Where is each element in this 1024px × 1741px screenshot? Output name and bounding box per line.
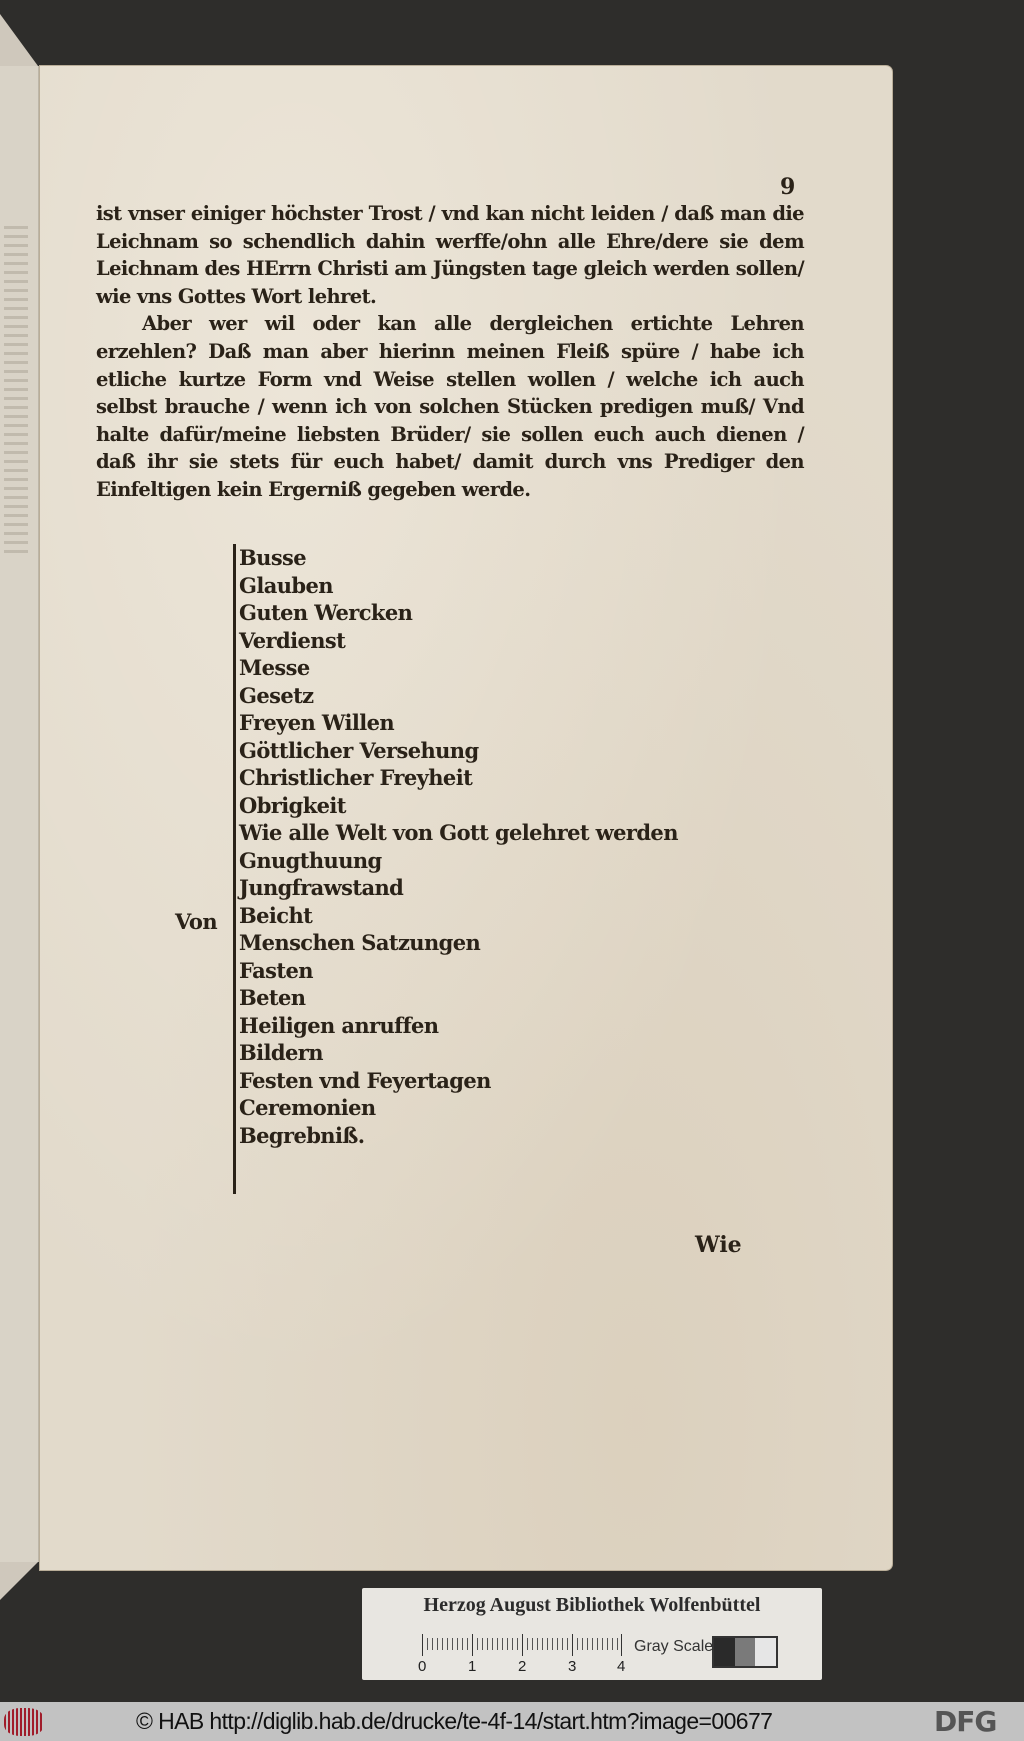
list-label: Von: [175, 909, 218, 934]
list-item: Messe: [239, 655, 310, 680]
list-item: Menschen Satzungen: [239, 930, 481, 955]
catchword: Wie: [695, 1232, 742, 1258]
ruler-number: 3: [568, 1658, 577, 1675]
body-text: [96, 200, 804, 504]
topic-items: [239, 544, 678, 1149]
list-item: Wie alle Welt von Gott gelehret werden: [239, 820, 678, 845]
list-item: Jungfrawstand: [239, 875, 404, 900]
list-item: Beicht: [239, 902, 313, 928]
brace-icon: [233, 544, 236, 1194]
copyright-link[interactable]: © HAB http://diglib.hab.de/drucke/te-4f-14/start.htm?image=00677: [136, 1708, 773, 1734]
facing-page-corner-bottom: [0, 1562, 38, 1600]
grayscale-label: Gray Scale: [634, 1638, 714, 1655]
library-name: Herzog August Bibliothek Wolfenbüttel: [423, 1594, 761, 1616]
ruler-major-tick: [422, 1634, 423, 1656]
ruler-major-tick: [621, 1634, 622, 1656]
list-item: Freyen Willen: [239, 710, 395, 735]
ruler-major-tick: [472, 1634, 473, 1656]
list-item: Ceremonien: [239, 1095, 376, 1120]
list-item: Glauben: [239, 572, 333, 598]
ruler-major-tick: [572, 1634, 573, 1656]
list-item: Heiligen anruffen: [239, 1012, 439, 1038]
swatch-light: [755, 1638, 776, 1666]
facing-page-edge: [0, 66, 40, 1562]
list-item: Gesetz: [239, 682, 314, 708]
list-item: Gnugthuung: [239, 847, 382, 873]
paragraph-1: ist vnser einiger höchster Trost / vnd kan nicht leiden / daß man die Leichnam so schendlich dahin werffe/ohn alle Ehre/dere sie dem Leichnam des HErrn Christi am Jüngsten tage gleich werden sollen/ wie vns Gottes Wort lehret.: [96, 202, 804, 308]
list-item: Beten: [239, 985, 306, 1010]
book-page: [40, 66, 892, 1570]
color-scale-card: [362, 1588, 822, 1680]
swatch-mid: [735, 1638, 756, 1666]
ruler-major-tick: [522, 1634, 523, 1656]
list-item: Busse: [239, 545, 307, 570]
list-item: Göttlicher Versehung: [239, 737, 479, 763]
ruler-number: 0: [418, 1658, 427, 1675]
list-item: Christlicher Freyheit: [239, 765, 473, 790]
paragraph-2: Aber wer wil oder kan alle dergleichen ertichte Lehren erzehlen? Daß man aber hierinn meinen Fleiß spüre / habe ich etliche kurtze Form vnd Weise stellen wollen / welche ich auch selbst brauche / wenn ich von solchen Stücken predigen muß/ Vnd halte dafür/meine liebsten Brüder/ sie sollen euch auch dienen / daß ihr sie stets für euch habet/ damit durch vns Prediger den Einfeltigen kein Ergerniß gegeben werde.: [96, 312, 804, 501]
list-item: Verdienst: [239, 627, 346, 653]
ruler-number: 2: [518, 1658, 527, 1675]
page-number: 9: [780, 174, 796, 200]
list-item: Festen vnd Feyertagen: [239, 1067, 491, 1093]
list-item: Obrigkeit: [239, 792, 346, 818]
list-item: Begrebniß.: [239, 1122, 365, 1148]
facing-page-bleed-through: [4, 226, 28, 556]
list-item: Fasten: [239, 957, 313, 983]
dfg-logo: DFG: [934, 1705, 997, 1738]
ruler-number: 4: [617, 1658, 626, 1675]
list-item: Bildern: [239, 1040, 323, 1065]
swatch-dark: [714, 1638, 735, 1666]
footer-bar: [0, 1702, 1024, 1741]
list-item: Guten Wercken: [239, 600, 413, 625]
ruler-number: 1: [468, 1658, 477, 1675]
grayscale-swatch: [712, 1636, 778, 1668]
hab-logo-icon: [4, 1708, 44, 1736]
facing-page-corner-top: [0, 14, 38, 66]
